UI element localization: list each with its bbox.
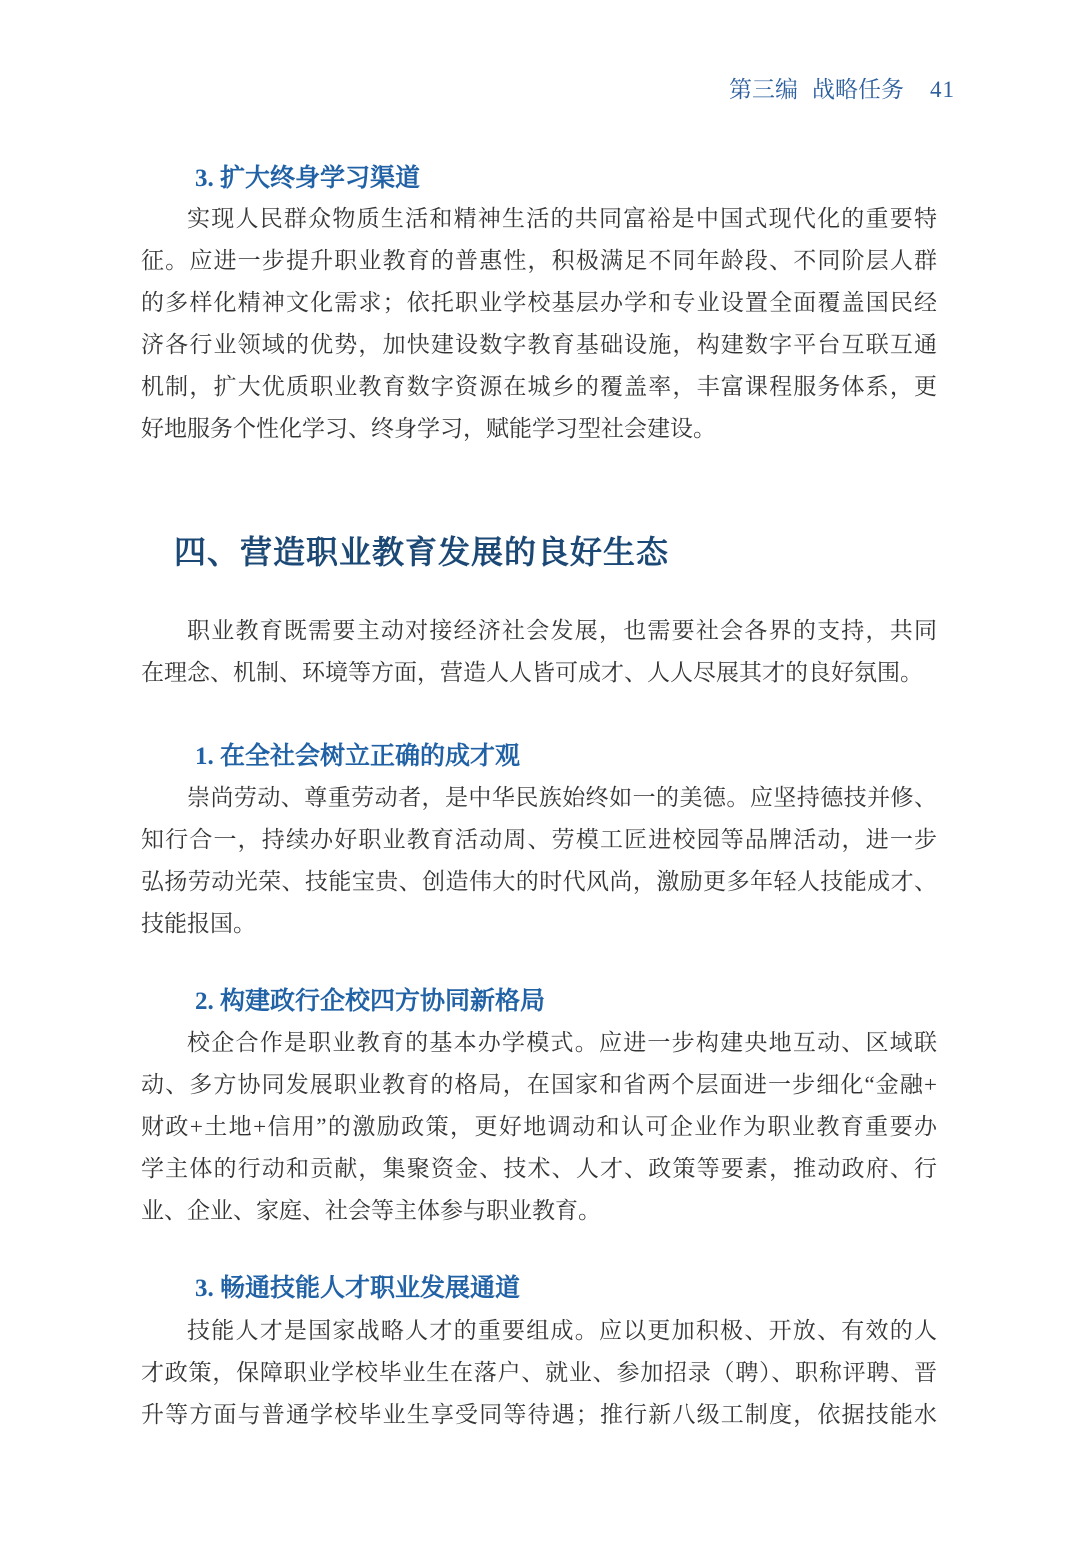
header-page-number: 41 — [930, 77, 955, 102]
text-line: 技能报国。 — [141, 911, 256, 936]
text-line: 动、多方协同发展职业教育的格局，在国家和省两个层面进一步细化“金融+ — [141, 1072, 937, 1097]
section-4-heading: 四、营造职业教育发展的良好生态 — [174, 534, 670, 570]
subsection-2-heading: 2. 构建政行企校四方协同新格局 — [195, 988, 546, 1015]
page-header — [141, 78, 955, 102]
subsection-1-heading: 1. 在全社会树立正确的成才观 — [195, 743, 521, 770]
paragraph-subsection-2 — [141, 1022, 937, 1232]
text-line: 实现人民群众物质生活和精神生活的共同富裕是中国式现代化的重要特 — [187, 206, 937, 231]
text-line: 升等方面与普通学校毕业生享受同等待遇；推行新八级工制度，依据技能水 — [141, 1402, 937, 1427]
subsection-3-heading: 3. 畅通技能人才职业发展通道 — [195, 1275, 521, 1302]
text-line: 校企合作是职业教育的基本办学模式。应进一步构建央地互动、区域联 — [187, 1030, 937, 1055]
header-chapter-label: 战略任务 — [812, 77, 904, 102]
paragraph-subsection-1 — [141, 777, 937, 945]
paragraph-subsection-3 — [141, 1310, 937, 1436]
text-line: 财政+土地+信用”的激励政策，更好地调动和认可企业作为职业教育重要办 — [141, 1114, 937, 1139]
paragraph-lifelong — [141, 198, 937, 450]
text-line: 好地服务个性化学习、终身学习，赋能学习型社会建设。 — [141, 416, 716, 441]
text-line: 技能人才是国家战略人才的重要组成。应以更加积极、开放、有效的人 — [187, 1318, 937, 1343]
text-line: 机制，扩大优质职业教育数字资源在城乡的覆盖率，丰富课程服务体系，更 — [141, 374, 937, 399]
subsection-heading-lifelong: 3. 扩大终身学习渠道 — [195, 165, 421, 192]
header-section-label: 第三编 — [729, 77, 798, 102]
text-line: 在理念、机制、环境等方面，营造人人皆可成才、人人尽展其才的良好氛围。 — [141, 660, 923, 685]
text-line: 知行合一，持续办好职业教育活动周、劳模工匠进校园等品牌活动，进一步 — [141, 827, 937, 852]
paragraph-section-4-intro — [141, 610, 937, 694]
text-line: 的多样化精神文化需求；依托职业学校基层办学和专业设置全面覆盖国民经 — [141, 290, 937, 315]
text-line: 征。应进一步提升职业教育的普惠性，积极满足不同年龄段、不同阶层人群 — [141, 248, 937, 273]
text-line: 才政策，保障职业学校毕业生在落户、就业、参加招录（聘）、职称评聘、晋 — [141, 1360, 937, 1385]
text-line: 职业教育既需要主动对接经济社会发展，也需要社会各界的支持，共同 — [187, 618, 937, 643]
text-line: 崇尚劳动、尊重劳动者，是中华民族始终如一的美德。应坚持德技并修、 — [187, 785, 937, 810]
text-line: 济各行业领域的优势，加快建设数字教育基础设施，构建数字平台互联互通 — [141, 332, 937, 357]
text-line: 弘扬劳动光荣、技能宝贵、创造伟大的时代风尚，激励更多年轻人技能成才、 — [141, 869, 937, 894]
text-line: 业、企业、家庭、社会等主体参与职业教育。 — [141, 1198, 601, 1223]
text-line: 学主体的行动和贡献，集聚资金、技术、人才、政策等要素，推动政府、行 — [141, 1156, 937, 1181]
